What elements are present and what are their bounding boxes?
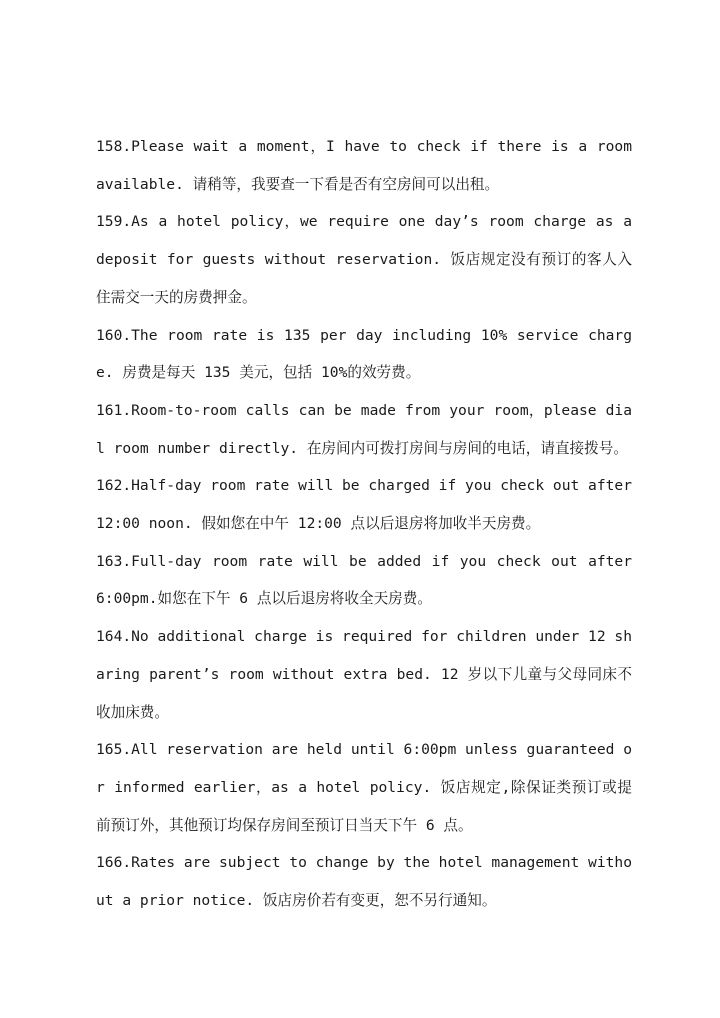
entry-161: 161.Room-to-room calls can be made from your room，please dial room number directly. 在房间内可拨打房间与房间的电话，请直接拨号。 <box>96 401 632 457</box>
entry-164: 164.No additional charge is required for children under 12 sharing parent’s room without extra bed. 12 岁以下儿童与父母同床不收加床费。 <box>96 628 632 721</box>
entry-165: 165.All reservation are held until 6:00pm unless guaranteed or informed earlier，as a hotel policy. 饭店规定,除保证类预订或提前预订外，其他预订均保存房间至预订日当天下午 6 点。 <box>96 741 632 834</box>
entry-162: 162.Half-day room rate will be charged if you check out after 12:00 noon. 假如您在中午 12:00 点以后退房将加收半天房费。 <box>96 477 632 533</box>
entry-158: 158.Please wait a moment，I have to check if there is a room available. 请稍等，我要查一下看是否有空房间可以出租。 <box>96 138 632 193</box>
entry-159: 159.As a hotel policy，we require one day’s room charge as a deposit for guests without reservation. 饭店规定没有预订的客人入住需交一天的房费押金。 <box>96 213 632 306</box>
entry-166: 166.Rates are subject to change by the hotel management without a prior notice. 饭店房价若有变更，恕不另行通知。 <box>96 854 632 910</box>
entry-160: 160.The room rate is 135 per day including 10% service charge. 房费是每天 135 美元，包括 10%的效劳费。 <box>96 326 632 382</box>
entry-163: 163.Full-day room rate will be added if you check out after 6:00pm.如您在下午 6 点以后退房将收全天房费。 <box>96 552 632 608</box>
document-body <box>96 128 632 920</box>
